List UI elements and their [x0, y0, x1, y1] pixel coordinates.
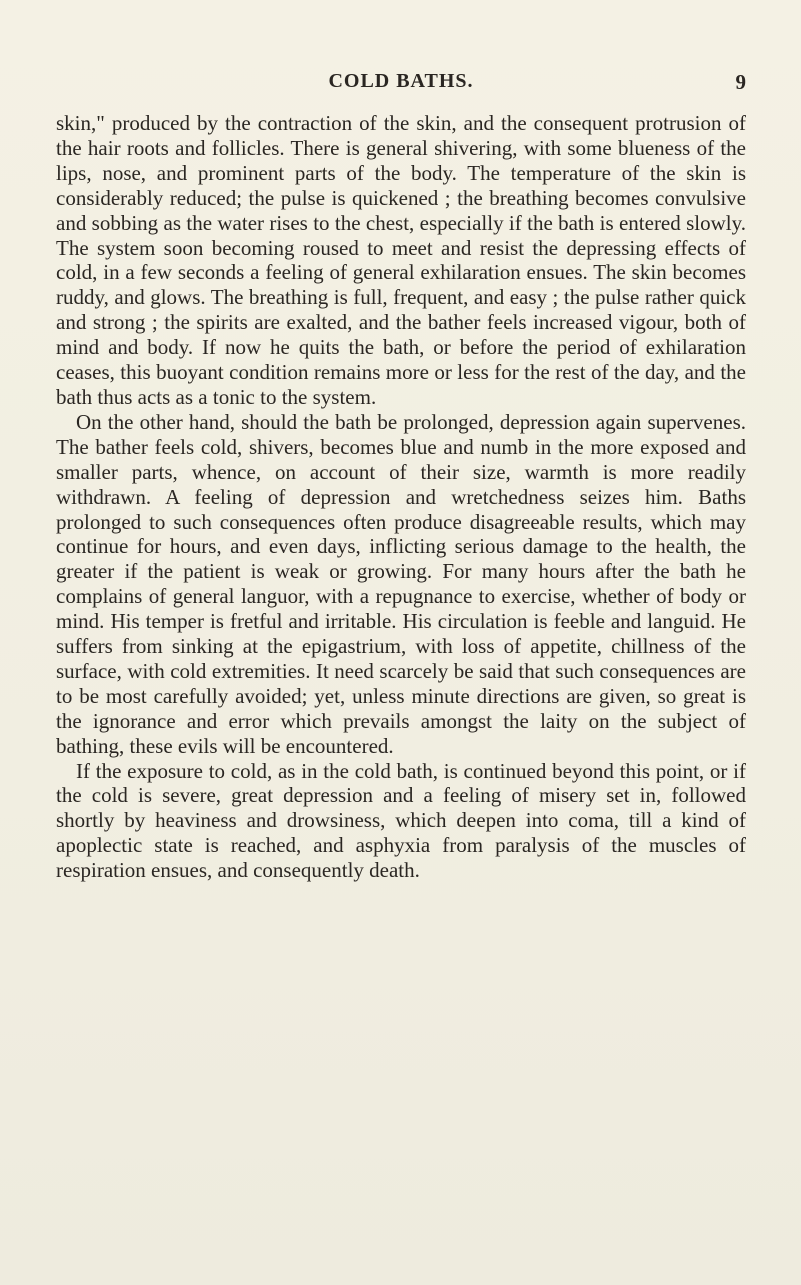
page-header	[56, 70, 746, 102]
paragraph-prolonged-exposure: If the exposure to cold, as in the cold bath, is continued beyond this point, or if the cold is severe, great depression and a feeling of misery set in, followed shortly by heaviness and drowsiness, which deepen into coma, till a kind of apoplectic state is reached, and asphyxia from paralysis of the muscles of respiration ensues, and consequently death.	[56, 758, 746, 883]
running-head: COLD BATHS.	[328, 70, 474, 92]
body-text	[56, 111, 746, 883]
page-number: 9	[735, 70, 746, 94]
paragraph-continuation: skin," produced by the contraction of the skin, and the consequent protrusion of the hair roots and follicles. There is general shivering, with some blueness of the lips, nose, and prominent parts of the body. The temperature of the skin is considerably reduced; the pulse is quickened ; the breathing becomes convulsive and sobbing as the water rises to the chest, especially if the bath is entered slowly. The system soon becoming roused to meet and resist the depressing effects of cold, in a few seconds a feeling of general exhilaration ensues. The skin becomes ruddy, and glows. The breathing is full, frequent, and easy ; the pulse rather quick and strong ; the spirits are exalted, and the bather feels increased vigour, both of mind and body. If now he quits the bath, or before the period of exhilaration ceases, this buoyant condition remains more or less for the rest of the day, and the bath thus acts as a tonic to the system.	[56, 111, 746, 409]
paragraph-depression: On the other hand, should the bath be prolonged, depression again supervenes. The bather feels cold, shivers, becomes blue and numb in the more exposed and smaller parts, whence, on account of their size, warmth is more readily withdrawn. A feeling of depression and wretchedness seizes him. Baths prolonged to such consequences often produce disagreeable results, which may continue for hours, and even days, inflicting serious damage to the health, the greater if the patient is weak or growing. For many hours after the bath he complains of general languor, with a repugnance to exercise, whether of body or mind. His temper is fretful and irritable. His circulation is feeble and languid. He suffers from sinking at the epigastrium, with loss of appetite, chillness of the surface, with cold extremities. It need scarcely be said that such consequences are to be most carefully avoided; yet, unless minute directions are given, so great is the ignorance and error which prevails amongst the laity on the subject of bathing, these evils will be encountered.	[56, 409, 746, 758]
